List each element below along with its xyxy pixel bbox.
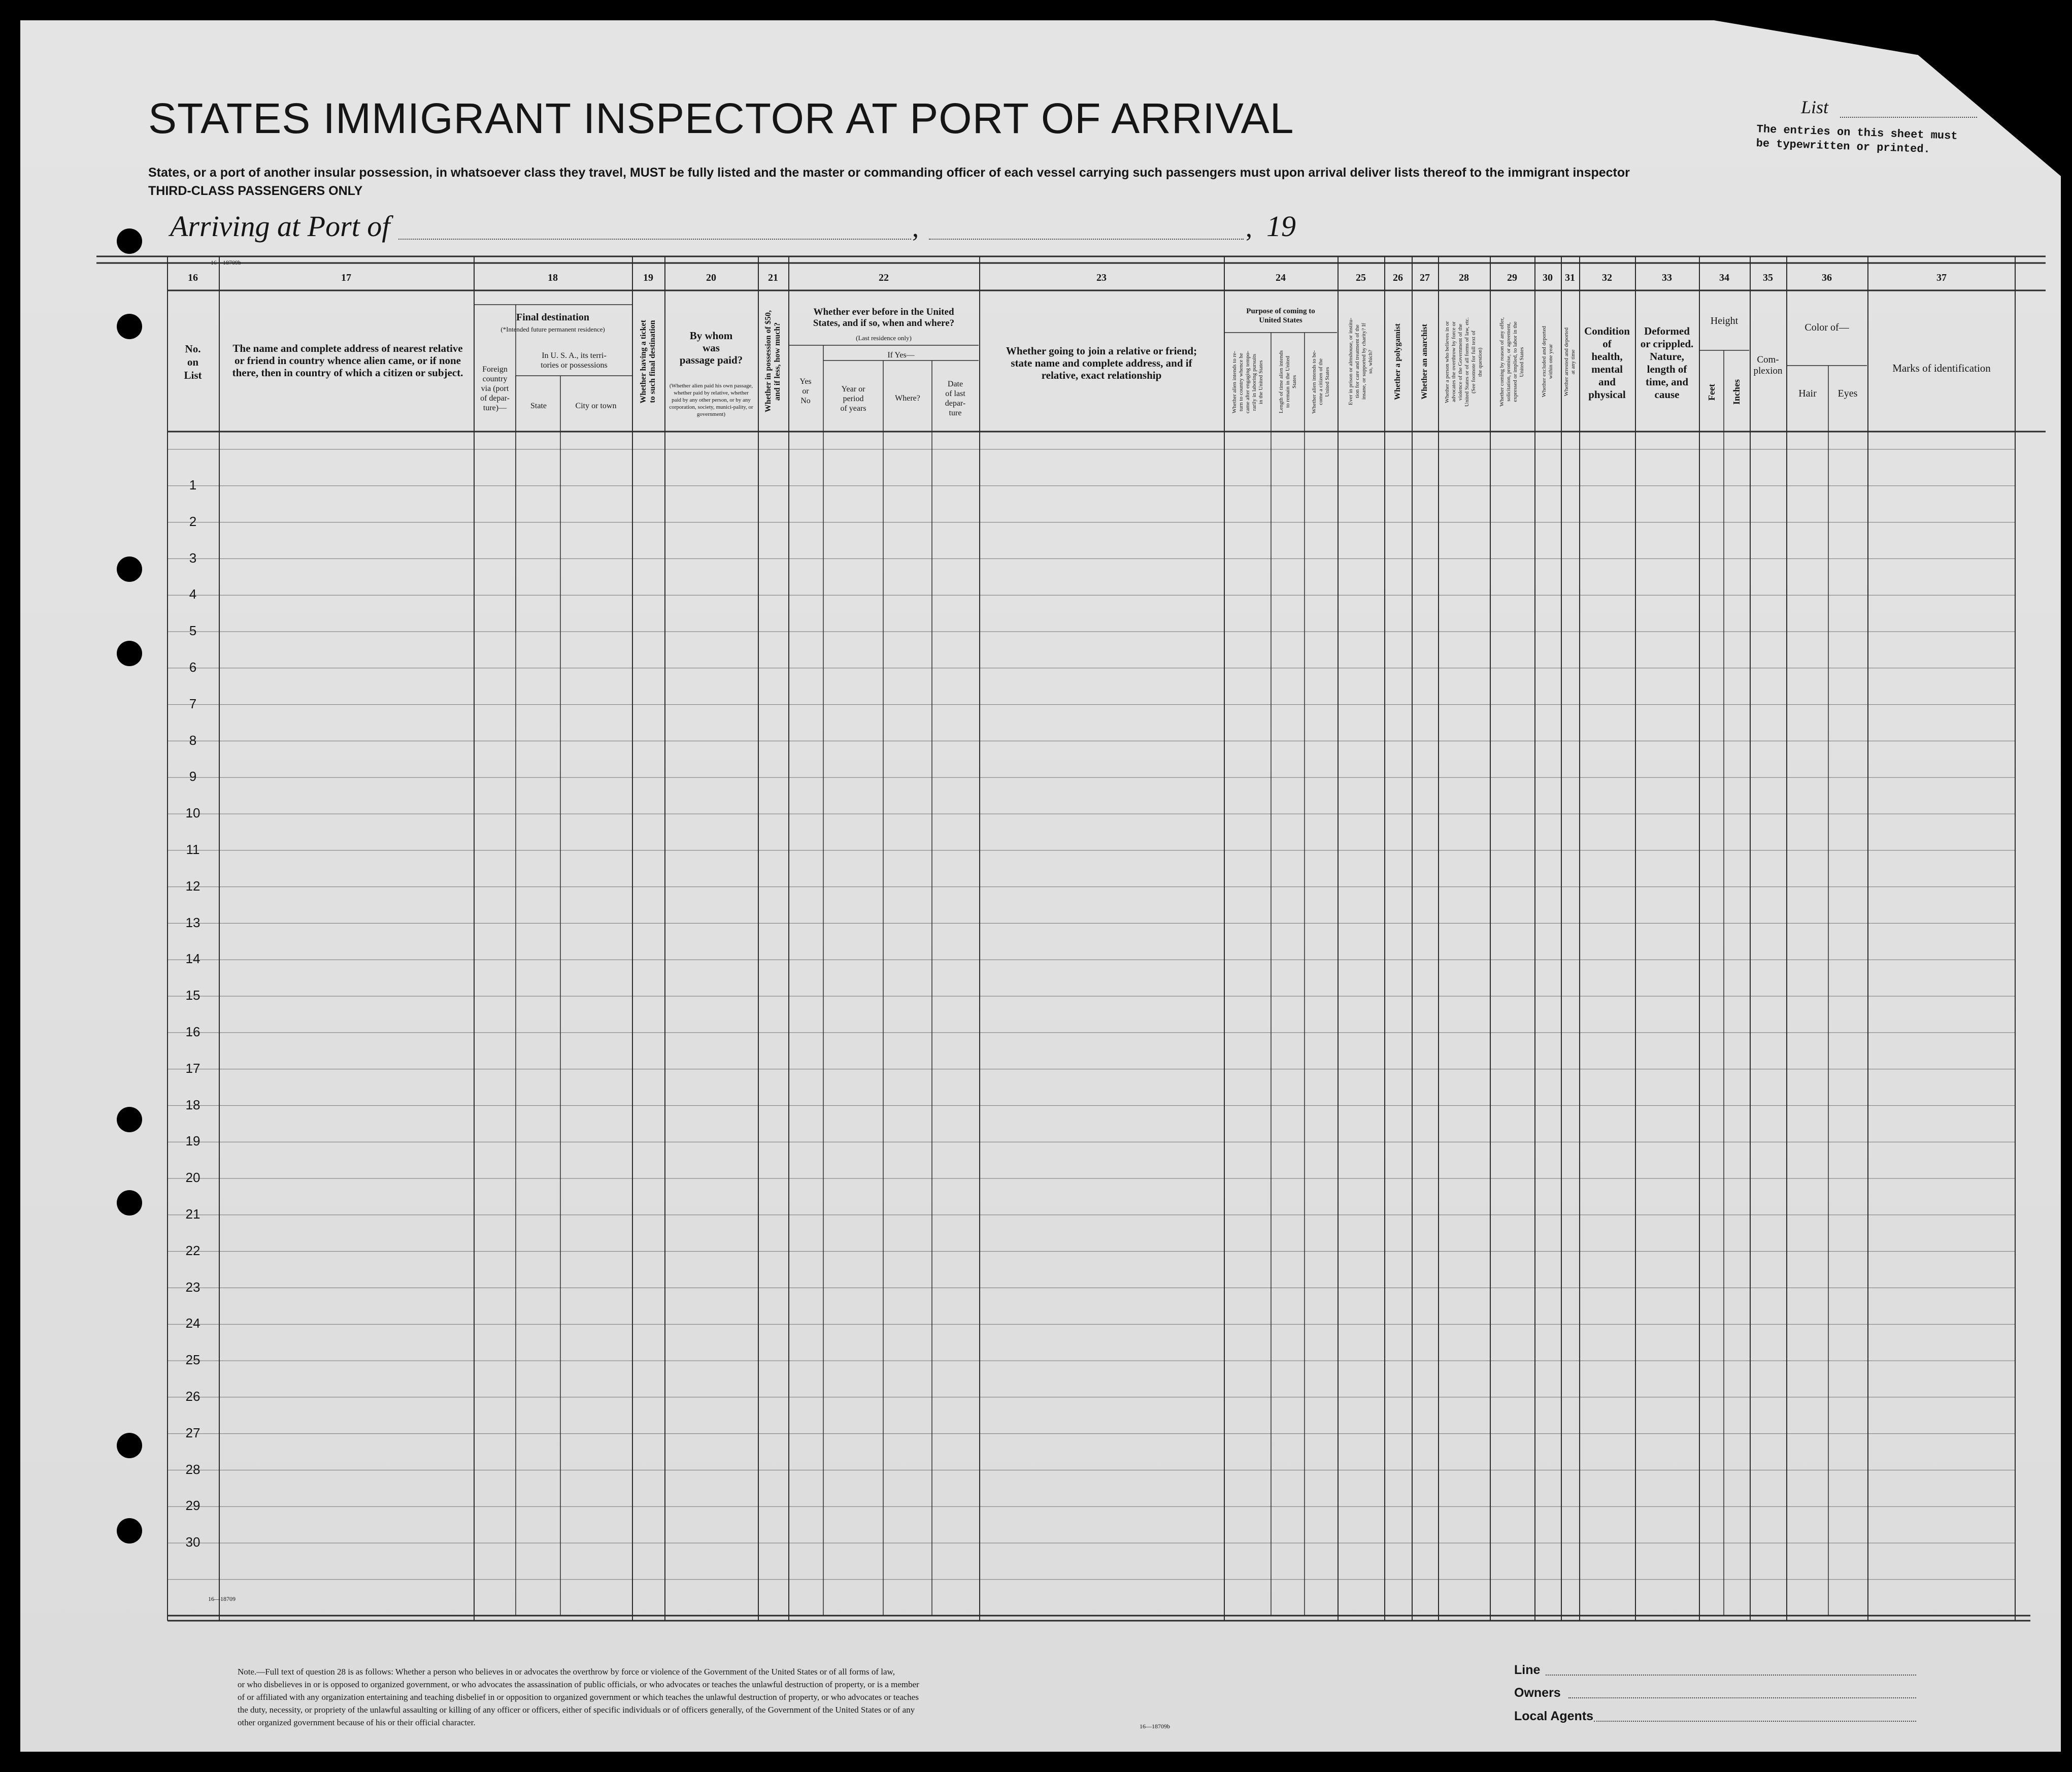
arriving-label: Arriving at Port of bbox=[170, 210, 390, 243]
row-number: 11 bbox=[186, 842, 200, 857]
entries-note-line-2: be typewritten or printed. bbox=[1756, 137, 1931, 156]
col23-number: 23 bbox=[1096, 272, 1107, 283]
row-number: 3 bbox=[189, 550, 197, 566]
row-number: 18 bbox=[185, 1097, 200, 1112]
col24-sub2-wrap bbox=[1271, 335, 1305, 429]
row-number: 10 bbox=[185, 805, 200, 821]
row-number: 29 bbox=[185, 1498, 200, 1514]
col23-label: Whether going to join a relative or friend; state name and complete address, and if relative, exact relationship bbox=[1006, 345, 1197, 381]
row-number: 4 bbox=[189, 586, 197, 602]
col34-inches-wrap bbox=[1724, 355, 1749, 429]
col29-label: Whether coming by reason of any offer, solicitation, promise, or agreement, expressed or implied, to labor in the United States bbox=[1499, 317, 1525, 407]
col18-state: State bbox=[530, 402, 547, 410]
col33-label: Deformed or crippled. Nature, length of time, and cause bbox=[1640, 325, 1694, 401]
col21-label-wrap bbox=[758, 293, 788, 430]
col22-yesno: Yes or No bbox=[799, 377, 812, 405]
row-number: 1 bbox=[189, 477, 197, 493]
col28-number: 28 bbox=[1459, 272, 1469, 283]
row-number: 5 bbox=[189, 623, 197, 639]
col26-label: Whether a polygamist bbox=[1393, 323, 1402, 400]
col25-label: Ever in prison or almshouse, or institu- tion for care and treatment of the insane, or supported by charity? If so, which? bbox=[1348, 318, 1374, 406]
col24-sub3-wrap bbox=[1305, 335, 1337, 429]
col16-label: No. on List bbox=[184, 342, 202, 381]
intro-line-1: States, or a port of another insular possession, in whatsoever class they travel, MUST be fully listed and the master or commanding officer of each vessel carrying such passengers must upon arrival deliver lists thereof to the immigrant inspector bbox=[148, 166, 1630, 180]
col31-number: 31 bbox=[1565, 272, 1575, 283]
col35-number: 35 bbox=[1763, 272, 1773, 283]
col21-number: 21 bbox=[768, 272, 778, 283]
intro-line-2: THIRD-CLASS PASSENGERS ONLY bbox=[148, 184, 363, 198]
col18-city: City or town bbox=[575, 402, 617, 410]
col32-number: 32 bbox=[1602, 272, 1612, 283]
col26-label-wrap bbox=[1385, 294, 1411, 429]
agents-label: Local Agents bbox=[1514, 1709, 1594, 1723]
col24-label: Purpose of coming to United States bbox=[1246, 307, 1315, 324]
col18-sub: (*Intended future permanent residence) bbox=[500, 325, 605, 333]
col18-foreign: Foreign country via (port of depar- ture)— bbox=[480, 365, 510, 412]
list-label: List bbox=[1801, 97, 1829, 117]
entries-note-line-1: The entries on this sheet must bbox=[1756, 123, 1958, 143]
col36-label: Color of— bbox=[1804, 322, 1849, 333]
row-number: 7 bbox=[189, 696, 197, 711]
row-number: 22 bbox=[185, 1242, 200, 1258]
col18-number: 18 bbox=[548, 272, 558, 283]
col22-sub: (Last residence only) bbox=[856, 334, 912, 342]
row-number: 15 bbox=[185, 988, 200, 1003]
col17-label: The name and complete address of nearest relative or friend in country whence alien came, or if none there, then in country of which a citizen or subject. bbox=[232, 342, 463, 379]
row-number: 2 bbox=[189, 513, 197, 529]
row-number: 24 bbox=[185, 1316, 200, 1331]
row-number: 26 bbox=[185, 1389, 200, 1404]
col34-inches: Inches bbox=[1731, 379, 1742, 405]
col31-label-wrap bbox=[1561, 294, 1579, 429]
row-number: 14 bbox=[185, 951, 200, 967]
col20-sub: (Whether alien paid his own passage, whether paid by relative, whether paid by any other person, or by any corporation, society, munici-pality, or government) bbox=[669, 382, 753, 417]
footer-note: Note.—Full text of question 28 is as follows: Whether a person who believes in or advocates the overthrow by force or violence of the Government of the United States or of all forms of law, or who disbelieves in or is opposed to organized government, or who advocates the assassination of public officials, or who advocates or teaches the unlawful destruction of property, or is a member of or affiliated with any organization entertaining and teaching disbelief in or opposition to organized government or which teaches the unlawful destruction of property, or who advocates or teaches the duty, necessity, or propriety of the unlawful assaulting or killing of any officer or officers, either of specific individuals or of officers generally, of the Government of the United States or of any other organized government because of his or their official character. bbox=[238, 1667, 919, 1727]
col37-number: 37 bbox=[1936, 272, 1947, 283]
row-number: 8 bbox=[189, 732, 197, 748]
col35-label: Com- plexion bbox=[1753, 354, 1783, 376]
col22-label: Whether ever before in the United States, and if so, when and where? bbox=[813, 307, 955, 329]
col28-label-wrap bbox=[1439, 294, 1489, 429]
col36-hair: Hair bbox=[1798, 388, 1817, 399]
row-number: 30 bbox=[185, 1534, 200, 1550]
col24-sub2: Length of time alien intends to remain in the United States bbox=[1278, 350, 1297, 414]
col19-label-wrap bbox=[632, 293, 664, 430]
col29-number: 29 bbox=[1507, 272, 1517, 283]
row-number: 13 bbox=[185, 914, 200, 930]
col20-number: 20 bbox=[706, 272, 716, 283]
date-comma: , bbox=[1246, 214, 1252, 243]
col32-label: Condition of health, mental and physical bbox=[1584, 325, 1630, 401]
col34-feet-wrap bbox=[1699, 355, 1724, 429]
col36-eyes: Eyes bbox=[1837, 388, 1858, 399]
col20-label: By whom was passage paid? bbox=[679, 330, 743, 366]
col29-label-wrap bbox=[1490, 294, 1534, 429]
col30-label: Whether excluded and deported within one year bbox=[1541, 326, 1554, 398]
year-prefix: 19 bbox=[1266, 210, 1296, 243]
col22-ifyes: If Yes— bbox=[887, 351, 915, 359]
col34-number: 34 bbox=[1719, 272, 1729, 283]
col19-number: 19 bbox=[643, 272, 653, 283]
col19-label: Whether having a ticket to such final destination bbox=[639, 319, 657, 404]
col22-where: Where? bbox=[895, 394, 920, 403]
col22-number: 22 bbox=[879, 272, 889, 283]
col18-usa: In U. S. A., its terri- tories or possessions bbox=[541, 351, 608, 370]
col22-year: Year or period of years bbox=[840, 384, 866, 413]
col21-label: Whether in possession of $50, and if less, how much? bbox=[764, 310, 782, 413]
col17-number: 17 bbox=[341, 272, 351, 283]
row-number: 25 bbox=[185, 1352, 200, 1368]
col24-number: 24 bbox=[1276, 272, 1286, 283]
row-number: 28 bbox=[185, 1461, 200, 1477]
page-title: STATES IMMIGRANT INSPECTOR AT PORT OF ARRIVAL bbox=[148, 94, 1294, 142]
row-number: 9 bbox=[189, 769, 197, 784]
row-number: 19 bbox=[185, 1133, 200, 1149]
line-fill[interactable] bbox=[1546, 1675, 1916, 1676]
col22-date: Date of last depar- ture bbox=[945, 380, 966, 417]
col25-label-wrap bbox=[1338, 294, 1384, 429]
col26-number: 26 bbox=[1393, 272, 1403, 283]
owners-fill[interactable] bbox=[1568, 1697, 1916, 1698]
col24-sub3: Whether alien intends to be- come a citizen of the United States bbox=[1311, 350, 1330, 414]
col18-label: Final destination bbox=[516, 312, 589, 323]
col25-number: 25 bbox=[1356, 272, 1366, 283]
footer-form-code-2: 16—18709b bbox=[1140, 1723, 1170, 1730]
row-number: 17 bbox=[185, 1060, 200, 1076]
row-number: 21 bbox=[185, 1206, 200, 1222]
col27-label-wrap bbox=[1412, 294, 1438, 429]
agents-fill[interactable] bbox=[1594, 1721, 1916, 1722]
col30-number: 30 bbox=[1543, 272, 1553, 283]
row-number: 27 bbox=[185, 1425, 200, 1440]
col27-label: Whether an anarchist bbox=[1420, 324, 1429, 400]
date-comma: , bbox=[912, 214, 919, 243]
col16-number: 16 bbox=[188, 272, 198, 283]
col34-label: Height bbox=[1710, 315, 1739, 326]
col27-number: 27 bbox=[1420, 272, 1430, 283]
col34-feet: Feet bbox=[1707, 384, 1717, 401]
col24-sub1: Whether alien intends to re- turn to country whence he came after engaging tempo- rarily in laboring pursuits in the United States bbox=[1231, 350, 1264, 414]
form-code: 16—18709b bbox=[211, 259, 241, 266]
col37-label: Marks of identification bbox=[1892, 362, 1991, 374]
col31-label: Whether arrested and deported at any time bbox=[1563, 327, 1576, 397]
col30-label-wrap bbox=[1535, 294, 1560, 429]
row-number: 16 bbox=[185, 1024, 200, 1039]
col28-label: Whether a person who believes in or advocates the overthrow by force or violence of the Government of the United States or of all forms of law, etc. (See footnote for full text of the question) bbox=[1444, 317, 1483, 407]
owners-label: Owners bbox=[1514, 1686, 1561, 1700]
footer-form-code: 16—18709 bbox=[208, 1595, 236, 1602]
col36-number: 36 bbox=[1822, 272, 1832, 283]
line-label: Line bbox=[1514, 1663, 1541, 1677]
col33-number: 33 bbox=[1662, 272, 1672, 283]
row-number: 12 bbox=[185, 878, 200, 894]
row-number: 23 bbox=[185, 1279, 200, 1295]
row-number: 20 bbox=[185, 1170, 200, 1186]
col24-sub1-wrap bbox=[1224, 335, 1271, 429]
row-number: 6 bbox=[189, 660, 197, 675]
